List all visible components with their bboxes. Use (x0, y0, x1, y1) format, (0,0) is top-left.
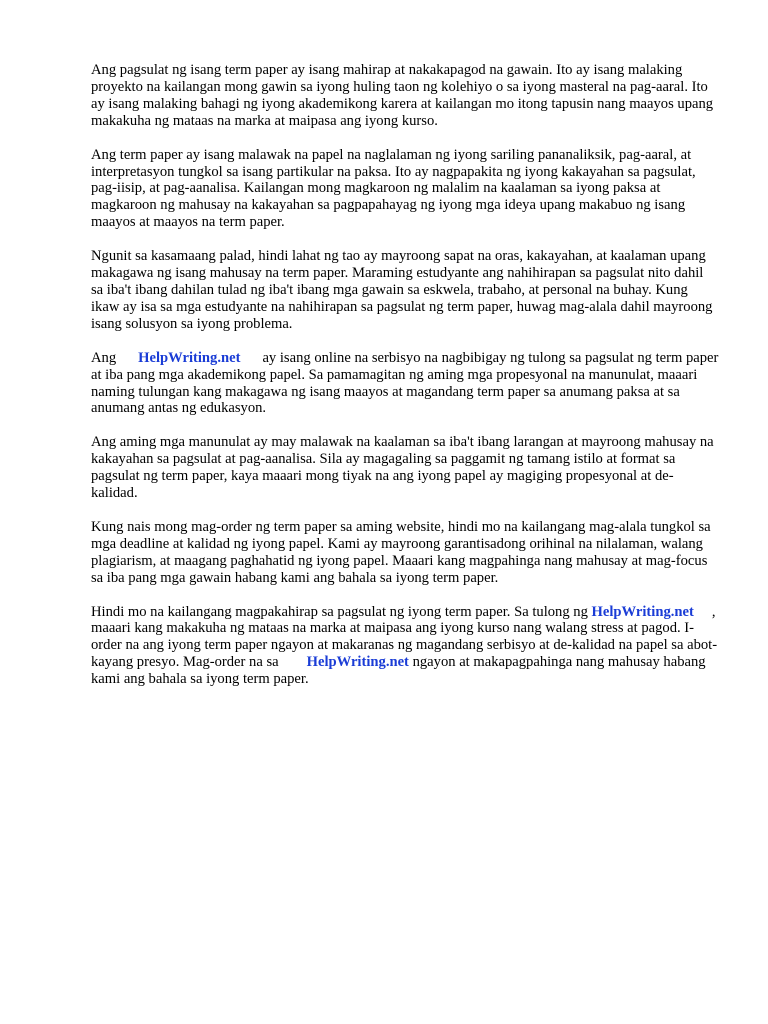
paragraph-service-text: ay isang online na serbisyo na nagbibigay ng tulong sa pagsulat ng term paper at iba pang mga akademikong papel. Sa pamamagitan ng aming mga propesyonal na manunulat, maaari naming tulungan kang makagawa ng isang maayos at magandang term paper sa anumang paksa at sa anumang antas ng edukasyon. (91, 349, 719, 417)
paragraph-ordering: Kung nais mong mag-order ng term paper sa aming website, hindi mo na kailangang mag-alala tungkol sa mga deadline at kalidad ng iyong papel. Kami ay mayroong garantisadong orihinal na nilalaman, walang plagiarism, at maagang paghahatid ng iyong papel. Maaari kang magpahinga nang mahusay at mag-focus sa iba pang mga gawain habang kami ang bahala sa iyong term paper. (91, 518, 711, 586)
document-body (91, 62, 719, 705)
paragraph-intro: Ang pagsulat ng isang term paper ay isang mahirap at nakakapagod na gawain. Ito ay isang malaking proyekto na kailangan mong gawin sa iyong huling taon ng kolehiyo o sa iyong masteral na pag-aaral. Ito ay isang malaking bahagi ng iyong akademikong karera at kailangan mo itong tapusin nang maayos upang makakuha ng mataas na marka at maipasa ang iyong kurso. (91, 62, 714, 129)
paragraph-closing-part1: Hindi mo na kailangang magpakahirap sa pagsulat ng iyong term paper. Sa tulong ng (91, 603, 588, 620)
helpwriting-link[interactable]: HelpWriting.net (306, 654, 409, 671)
paragraph-definition: Ang term paper ay isang malawak na papel na naglalaman ng iyong sariling pananaliksik, pag-aaral, at interpretasyon tungkol sa isang partikular na paksa. Ito ay nagpapakita ng iyong kakayahan sa pagsulat, pag-iisip, at pag-aanalisa. Kailangan mong magkaroon ng malalim na kaalaman sa iyong paksa at magkaroon ng mahusay na kakayahan sa pagpapahayag ng iyong mga ideya upang makabuo ng isang maayos at maayos na term paper. (91, 146, 696, 231)
paragraph-writers: Ang aming mga manunulat ay may malawak na kaalaman sa iba't ibang larangan at mayroong mahusay na kakayahan sa pagsulat at pag-aanalisa. Sila ay magagaling sa paggamit ng tamang istilo at format sa pagsulat ng term paper, kaya maaari mong tiyak na ang iyong papel ay magiging propesyonal at de-kalidad. (91, 434, 714, 502)
helpwriting-link[interactable]: HelpWriting.net (138, 349, 241, 366)
paragraph-problem: Ngunit sa kasamaang palad, hindi lahat ng tao ay mayroong sapat na oras, kakayahan, at kaalaman upang makagawa ng isang mahusay na term paper. Maraming estudyante ang nahihirapan sa pagsulat nito dahil sa iba't ibang dahilan tulad ng iba't ibang mga gawain sa eskwela, trabaho, at personal na buhay. Kung ikaw ay isa sa mga estudyante na nahihirapan sa pagsulat ng term paper, huwag mag-alala dahil mayroong isang solusyon sa iyong problema. (91, 248, 713, 332)
paragraph-service-lead: Ang (91, 349, 117, 366)
paragraph-closing (91, 604, 719, 689)
paragraph-closing-part3: ngayon at makapagpahinga nang mahusay habang kami ang bahala sa iyong term paper. (91, 654, 706, 688)
paragraph-closing-part2: , maaari kang makakuha ng mataas na marka at maipasa ang iyong kurso nang walang stress at pagod. I-order na ang iyong term paper ngayon at makaranas ng magandang serbisyo at de-kalidad na papel sa abot-kayang presyo. Mag-order na sa (91, 603, 718, 671)
helpwriting-link[interactable]: HelpWriting.net (591, 603, 694, 620)
paragraph-service (91, 350, 719, 418)
